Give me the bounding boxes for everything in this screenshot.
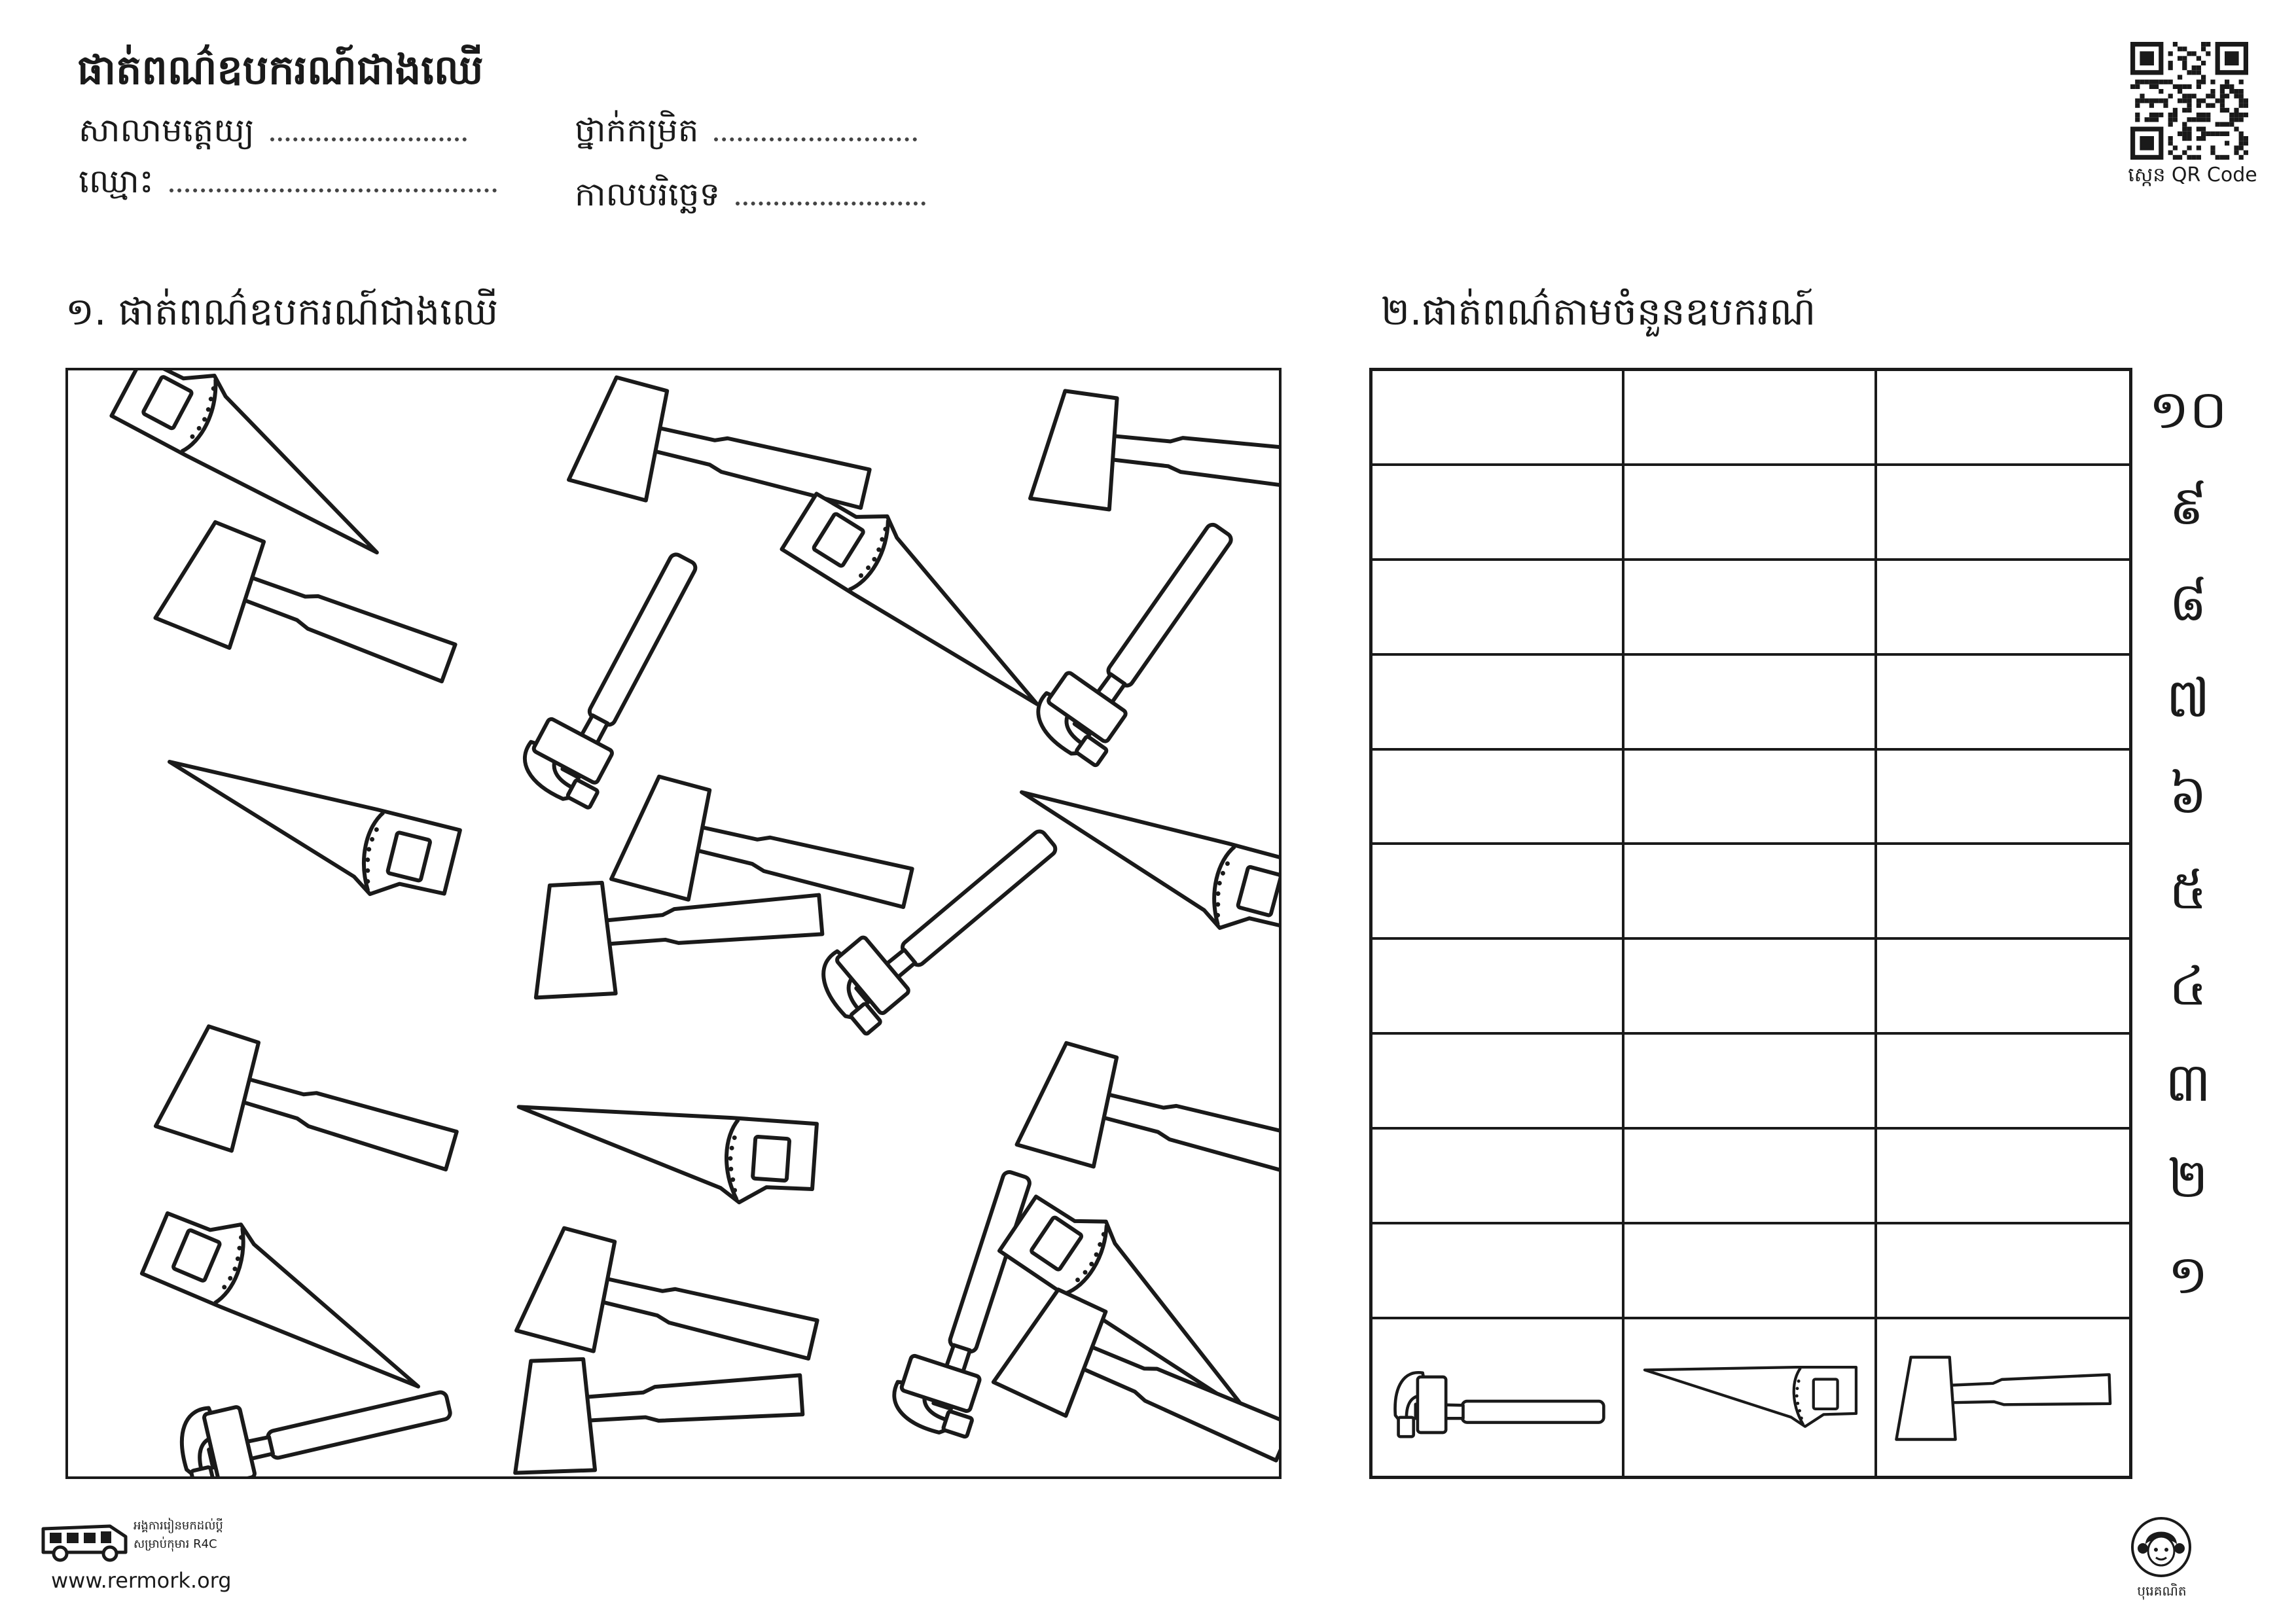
qr-code[interactable]: [2130, 42, 2248, 160]
hammer-icon[interactable]: [1026, 501, 1248, 770]
count-cell[interactable]: [1372, 466, 1624, 561]
class-label: ថ្នាក់កម្រិត: [575, 111, 699, 149]
axe-icon[interactable]: [156, 1020, 465, 1215]
section2-heading: ២.ផាត់ពណ៌តាមចំនួនឧបករណ៍: [1381, 289, 1816, 334]
saw-icon: [1638, 1363, 1861, 1432]
count-cell[interactable]: [1877, 1224, 2129, 1319]
section1-heading: ១. ផាត់ពណ៌ឧបករណ៍ជាងឈើ: [65, 289, 499, 334]
count-number: ៣: [2164, 1051, 2212, 1114]
org-line2: សម្រាប់កុមារ R4C: [134, 1537, 217, 1551]
count-cell[interactable]: [1877, 940, 2129, 1035]
child-face-icon: [2130, 1516, 2193, 1578]
page-title: ផាត់ពណ៌ឧបករណ៍ជាងឈើ: [77, 46, 484, 94]
name-field[interactable]: [79, 161, 497, 209]
axe-icon[interactable]: [1017, 1038, 1279, 1224]
axe-icon[interactable]: [511, 1351, 804, 1472]
count-number: ៨: [2168, 571, 2208, 633]
count-number: ៩: [2168, 475, 2208, 538]
count-cell[interactable]: [1624, 656, 1876, 751]
count-cell[interactable]: [1372, 845, 1624, 940]
count-cell[interactable]: [1877, 561, 2129, 656]
website-link[interactable]: www.rermork.org: [51, 1568, 232, 1593]
child-logo: [2130, 1516, 2193, 1578]
count-cell[interactable]: [1624, 1035, 1876, 1130]
qr-label: ស្កេន QR Code: [2128, 164, 2257, 187]
count-cell[interactable]: [1877, 1035, 2129, 1130]
column-header-axe: [1877, 1319, 2129, 1476]
count-cell[interactable]: [1372, 751, 1624, 846]
date-field[interactable]: [575, 174, 925, 222]
count-number: ១: [2167, 1243, 2209, 1306]
count-cell[interactable]: [1372, 371, 1624, 466]
org-name: [134, 1517, 223, 1554]
bus-logo-icon: [39, 1517, 131, 1563]
r4c-logo: [39, 1517, 131, 1563]
count-cell[interactable]: [1624, 751, 1876, 846]
count-cell[interactable]: [1624, 561, 1876, 656]
hammer-icon[interactable]: [886, 1159, 1049, 1441]
count-number: ៧: [2166, 667, 2210, 730]
tool-coloring-area[interactable]: [65, 368, 1282, 1479]
saw-icon[interactable]: [150, 758, 459, 912]
count-numbers: [2139, 368, 2237, 1329]
tools-canvas: [68, 370, 1279, 1476]
count-number: ១០: [2148, 379, 2228, 442]
count-number: ២: [2167, 1147, 2209, 1210]
count-cell[interactable]: [1372, 656, 1624, 751]
hammer-icon[interactable]: [810, 800, 1069, 1037]
saw-icon[interactable]: [782, 478, 1080, 707]
count-cell[interactable]: [1877, 845, 2129, 940]
saw-icon[interactable]: [142, 1196, 450, 1390]
count-cell[interactable]: [1877, 466, 2129, 561]
axe-icon[interactable]: [155, 515, 465, 726]
count-cell[interactable]: [1372, 1130, 1624, 1224]
hammer-icon[interactable]: [174, 1355, 456, 1476]
count-cell[interactable]: [1624, 1130, 1876, 1224]
count-cell[interactable]: [1624, 371, 1876, 466]
name-blank[interactable]: [170, 182, 497, 192]
axe-icon[interactable]: [1030, 388, 1279, 539]
count-cell[interactable]: [1624, 940, 1876, 1035]
axe-icon: [1892, 1351, 2114, 1443]
school-blank[interactable]: [270, 131, 467, 141]
org-line1: អង្គការរៀនមកដល់ប្តី: [134, 1519, 223, 1533]
qr-code-icon: [2130, 42, 2248, 160]
school-field[interactable]: [79, 110, 467, 158]
count-number: ៤: [2168, 955, 2208, 1018]
count-cell[interactable]: [1372, 561, 1624, 656]
count-cell[interactable]: [1877, 1130, 2129, 1224]
name-label: ឈ្មោះ: [79, 162, 154, 200]
saw-icon[interactable]: [513, 1103, 817, 1207]
hammer-icon[interactable]: [514, 535, 714, 812]
count-number: ៥: [2168, 859, 2208, 922]
class-field[interactable]: [575, 110, 917, 158]
saw-icon[interactable]: [111, 370, 414, 556]
child-logo-text: បុរេគណិត: [2137, 1583, 2187, 1599]
count-cell[interactable]: [1372, 1035, 1624, 1130]
count-cell[interactable]: [1372, 1224, 1624, 1319]
count-cell[interactable]: [1624, 845, 1876, 940]
saw-icon[interactable]: [1001, 789, 1279, 947]
count-cell[interactable]: [1372, 940, 1624, 1035]
count-cell[interactable]: [1877, 751, 2129, 846]
class-blank[interactable]: [714, 131, 917, 141]
date-label: កាលបរិច្ឆេទ: [575, 175, 721, 213]
school-label: សាលាមត្តេយ្យ: [79, 111, 255, 149]
count-cell[interactable]: [1624, 466, 1876, 561]
hammer-icon: [1386, 1355, 1609, 1440]
count-cell[interactable]: [1877, 656, 2129, 751]
count-grid[interactable]: [1369, 368, 2132, 1479]
date-blank[interactable]: [736, 195, 925, 205]
count-cell[interactable]: [1877, 371, 2129, 466]
count-number: ៦: [2168, 763, 2208, 826]
count-cell[interactable]: [1624, 1224, 1876, 1319]
column-header-saw: [1624, 1319, 1876, 1476]
column-header-hammer: [1372, 1319, 1624, 1476]
